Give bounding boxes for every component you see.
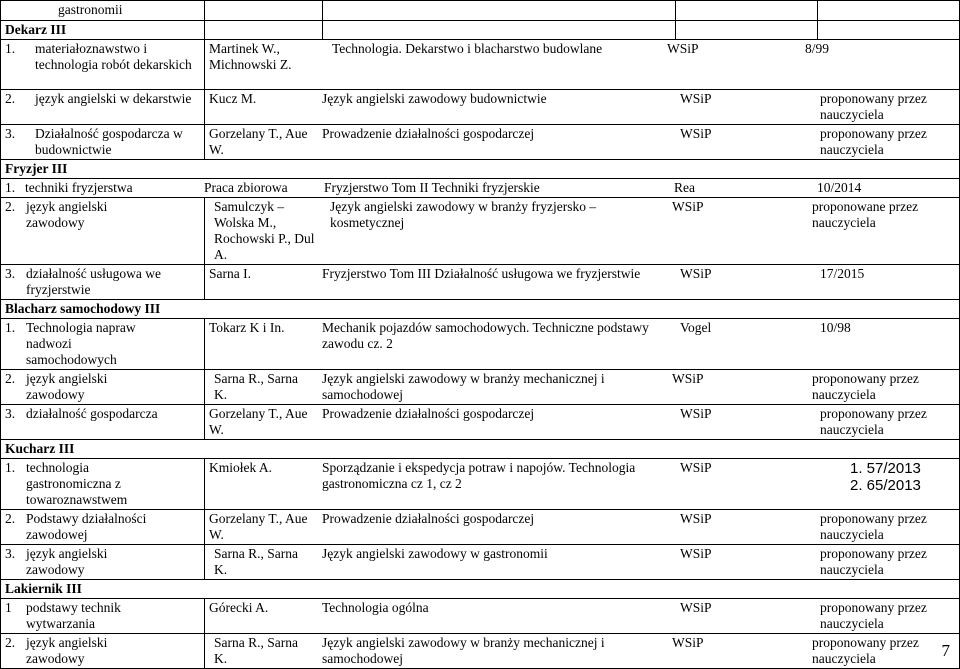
table-row [1,265,960,300]
author: Sarna R., Sarna K. [214,371,298,402]
author: Samulczyk – Wolska M., Rochowski P., Dul A. [214,199,315,262]
subject-cell: 1. materiałoznawstwo i technologia robót dekarskich [1,40,205,90]
publisher: WSiP [680,546,712,561]
approval-number: proponowany przez nauczyciela [820,511,927,542]
book-title: Prowadzenie działalności gospodarczej [322,126,535,141]
table-row [1,510,960,545]
author: Gorzelany T., Aue W. [209,406,308,437]
subject-cell: 2. język angielski zawodowy [1,370,205,405]
book-cell [205,545,960,580]
author: Górecki A. [209,600,269,615]
book-cell [205,634,960,669]
publisher: WSiP [672,635,704,650]
section-header-row [1,300,960,319]
publisher: Rea [674,180,695,195]
approval-number: proponowane przez nauczyciela [812,199,919,230]
book-title: Prowadzenie działalności gospodarczej [322,406,535,421]
table-row [1,319,960,370]
table-row [1,90,960,125]
subject-cell: gastronomii [1,1,205,21]
publisher: WSiP [680,126,712,141]
book-cell [205,599,960,634]
book-title: Sporządzanie i ekspedycja potraw i napojów. Technologia gastronomiczna cz 1, cz 2 [322,460,636,491]
book-cell [205,370,960,405]
book-title: Mechanik pojazdów samochodowych. Techniczne podstawy zawodu cz. 2 [322,320,649,351]
author: Sarna R., Sarna K. [214,635,298,666]
publisher: WSiP [672,199,704,214]
table-row [1,459,960,510]
section-header-row [1,440,960,459]
book-title: Język angielski zawodowy w gastronomii [322,546,548,561]
subject-cell: 3. działalność gospodarcza [1,405,205,440]
book-cell [205,40,960,90]
subject-cell: 2. język angielski w dekarstwie [1,90,205,125]
table-row [1,370,960,405]
publisher: WSiP [680,91,712,106]
author: Gorzelany T., Aue W. [209,511,308,542]
subject-cell: 2. język angielski zawodowy [1,198,205,265]
publisher: WSiP [667,41,699,56]
author: Sarna I. [209,266,251,281]
publisher: WSiP [680,511,712,526]
publisher: Vogel [680,320,712,335]
book-cell [205,319,960,370]
subject-cell: 1 podstawy technik wytwarzania [1,599,205,634]
section-header: Kucharz III [1,440,960,459]
table-row [1,405,960,440]
book-cell [205,125,960,160]
section-header-row [1,580,960,599]
subject-cell: 1. technologia gastronomiczna z towaroznawstwem [1,459,205,510]
section-header: Fryzjer III [1,160,960,179]
book-cell [205,90,960,125]
author: Martinek W., Michnowski Z. [209,41,292,72]
subject-cell: 3. działalność usługowa we fryzjerstwie [1,265,205,300]
subject-cell: 3. Działalność gospodarcza w budownictwie [1,125,205,160]
table-row [1,545,960,580]
book-title: Technologia ogólna [322,600,429,615]
author: Sarna R., Sarna K. [214,546,298,577]
table-row [1,634,960,669]
subject-cell: 2. Podstawy działalności zawodowej [1,510,205,545]
publisher: WSiP [680,406,712,421]
book-title: Fryzjerstwo Tom II Techniki fryzjerskie [324,180,540,195]
book-title: Język angielski zawodowy w branży mechanicznej i samochodowej [322,635,605,666]
book-cell [205,198,960,265]
book-title: Język angielski zawodowy w branży fryzjersko – kosmetycznej [330,199,597,230]
approval-number: proponowany przez nauczyciela [812,371,919,402]
subject: techniki fryzjerstwa [25,180,133,195]
table-row [1,1,960,21]
book-title: Język angielski zawodowy budownictwie [322,91,547,106]
subject-cell: 2. język angielski zawodowy [1,634,205,669]
approval-number: proponowany przez nauczyciela [820,600,927,631]
book-cell [205,510,960,545]
section-header: Blacharz samochodowy III [1,300,960,319]
book-cell [205,405,960,440]
author: Kmiołek A. [209,460,272,475]
publisher: WSiP [680,266,712,281]
approval-number: proponowany przez nauczyciela [820,406,927,437]
author: Praca zbiorowa [204,180,288,195]
approval-number: 1. 57/2013 2. 65/2013 [850,460,921,494]
approval-number: proponowany przez nauczyciela [820,91,927,122]
approval-number: proponowany przez nauczyciela [820,126,927,157]
section-header-row [1,21,960,40]
approval-number: 8/99 [805,41,830,56]
approval-number: 17/2015 [820,266,865,281]
book-cell: 1. techniki fryzjerstwa Praca zbiorowa Fryzjerstwo Tom II Techniki fryzjerskie Rea 10/2014 [1,179,960,198]
approval-number: 10/2014 [817,180,862,195]
table-row [1,198,960,265]
approval-number: 10/98 [820,320,851,335]
book-cell [205,459,960,510]
publisher: WSiP [672,371,704,386]
approval-number: proponowany przez nauczyciela [812,635,919,666]
author: Gorzelany T., Aue W. [209,126,308,157]
book-cell [205,265,960,300]
table-row [1,179,960,198]
table-row [1,125,960,160]
approval-number: proponowany przez nauczyciela [820,546,927,577]
table-row [1,599,960,634]
section-header-row [1,160,960,179]
subject-cell: 1. Technologia napraw nadwozi samochodowych [1,319,205,370]
book-title: Fryzjerstwo Tom III Działalność usługowa we fryzjerstwie [322,266,641,281]
subject-cell: 3. język angielski zawodowy [1,545,205,580]
author: Kucz M. [209,91,257,106]
table-row [1,40,960,90]
book-title: Prowadzenie działalności gospodarczej [322,511,535,526]
publisher: WSiP [680,460,712,475]
book-title: Technologia. Dekarstwo i blacharstwo budowlane [332,41,603,56]
publisher: WSiP [680,600,712,615]
section-header: Dekarz III [1,21,205,40]
author: Tokarz K i In. [209,320,285,335]
book-title: Język angielski zawodowy w branży mechanicznej i samochodowej [322,371,605,402]
page-number: 7 [941,641,950,660]
section-header: Lakiernik III [1,580,960,599]
